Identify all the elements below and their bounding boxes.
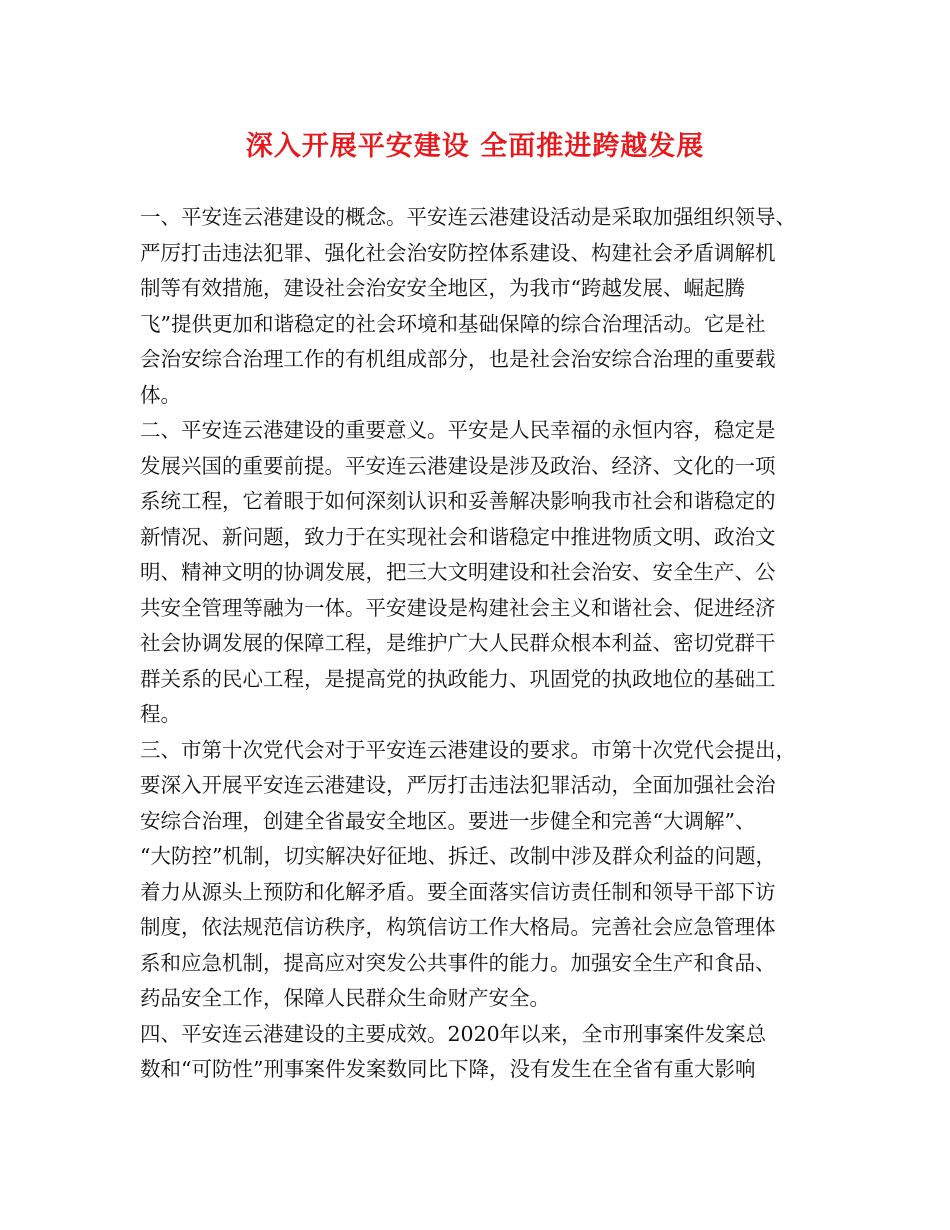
body-text-line: “大防控”机制，切实解决好征地、拆迁、改制中涉及群众利益的问题， xyxy=(140,844,776,868)
document-body xyxy=(140,200,815,1088)
body-text-line: 共安全管理等融为一体。平安建设是构建社会主义和谐社会、促进经济 xyxy=(140,595,776,620)
body-text-line: 一、平安连云港建设的概念。平安连云港建设活动是采取加强组织领导、 xyxy=(140,205,796,229)
body-text-line: 二、平安连云港建设的重要意义。平安是人民幸福的永恒内容，稳定是 xyxy=(140,418,776,442)
body-text-line: 发展兴国的重要前提。平安连云港建设是涉及政治、经济、文化的一项 xyxy=(140,453,776,478)
body-text-line: 要深入开展平安连云港建设，严厉打击违法犯罪活动，全面加强社会治 xyxy=(140,773,776,797)
body-text-line: 四、平安连云港建设的主要成效。2020年以来，全市刑事案件发案总 xyxy=(140,1021,767,1046)
body-text-line: 会治安综合治理工作的有机组成部分，也是社会治安综合治理的重要载 xyxy=(140,347,776,371)
body-text-line: 系和应急机制，提高应对突发公共事件的能力。加强安全生产和食品、 xyxy=(140,950,776,975)
body-text-line: 体。 xyxy=(140,382,181,407)
body-text-line: 程。 xyxy=(140,702,181,726)
body-text-line: 系统工程，它着眼于如何深刻认识和妥善解决影响我市社会和谐稳定的 xyxy=(140,489,776,513)
body-text-line: 飞”提供更加和谐稳定的社会环境和基础保障的综合治理活动。它是社 xyxy=(140,311,766,336)
body-text-line: 社会协调发展的保障工程，是维护广大人民群众根本利益、密切党群干 xyxy=(140,631,776,655)
body-text-line: 安综合治理，创建全省最安全地区。要进一步健全和完善“大调解”、 xyxy=(140,808,756,833)
body-text-line: 数和“可防性”刑事案件发案数同比下降，没有发生在全省有重大影响 xyxy=(140,1057,756,1081)
body-text-line: 制等有效措施，建设社会治安安全地区，为我市“跨越发展、崛起腾 xyxy=(140,276,745,300)
body-text-line: 药品安全工作，保障人民群众生命财产安全。 xyxy=(140,986,550,1010)
body-text-line: 明、精神文明的协调发展，把三大文明建设和社会治安、安全生产、公 xyxy=(140,560,776,584)
body-text-line: 新情况、新问题，致力于在实现社会和谐稳定中推进物质文明、政治文 xyxy=(140,524,776,549)
body-text-line: 群关系的民心工程，是提高党的执政能力、巩固党的执政地位的基础工 xyxy=(140,666,776,691)
body-text-line: 三、市第十次党代会对于平安连云港建设的要求。市第十次党代会提出， xyxy=(140,737,796,762)
body-text-line: 着力从源头上预防和化解矛盾。要全面落实信访责任制和领导干部下访 xyxy=(140,879,776,904)
document-title: 深入开展平安建设 全面推进跨越发展 xyxy=(245,131,705,162)
body-text-line: 严厉打击违法犯罪、强化社会治安防控体系建设、构建社会矛盾调解机 xyxy=(140,240,776,265)
body-text-line: 制度，依法规范信访秩序，构筑信访工作大格局。完善社会应急管理体 xyxy=(140,915,776,939)
